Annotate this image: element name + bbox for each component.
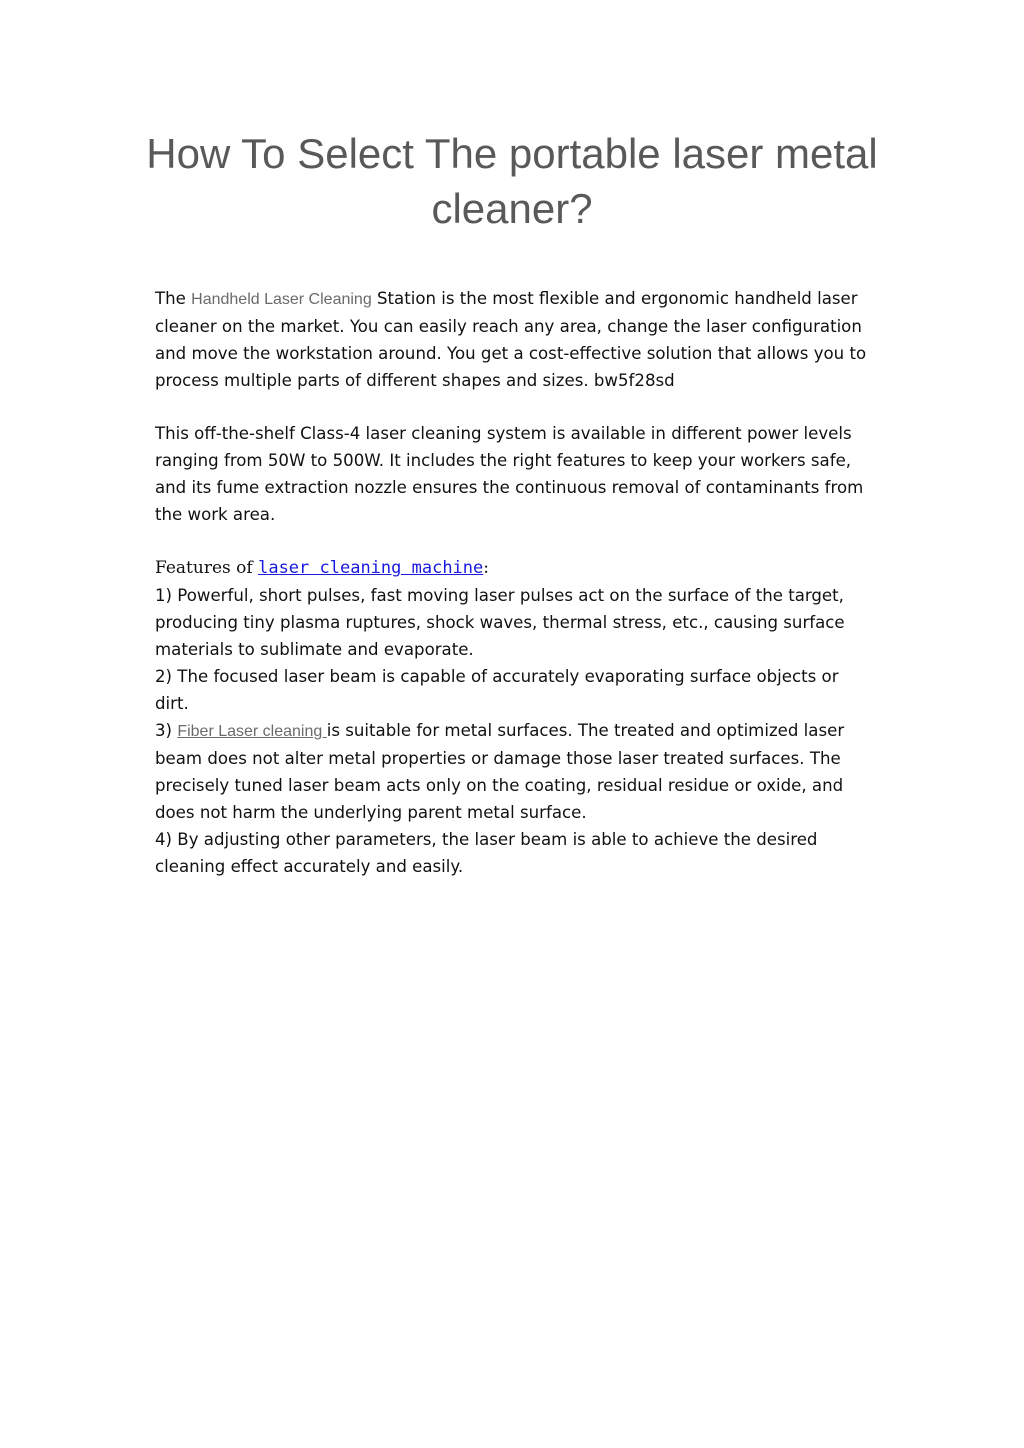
- features-heading: [155, 554, 875, 582]
- system-paragraph: This off-the-shelf Class-4 laser cleaning system is available in different power levels ranging from 50W to 500W. It includes the right features to keep your workers safe, and its fume extraction nozzle ensures the continuous removal of contaminants from the work area.: [155, 424, 864, 524]
- laser-cleaning-machine-link[interactable]: laser cleaning machine: [258, 558, 484, 578]
- intro-rest: Station is the most flexible and ergonomic handheld laser cleaner on the market. You can easily reach any area, change the laser configuration and move the workstation around. You get a cost-effective solution that allows you to process multiple parts of different shapes and sizes. bw5f28sd: [155, 289, 867, 390]
- title-line-1: How To Select The portable laser metal: [146, 130, 878, 177]
- features-heading-prefix: Features of: [155, 558, 259, 578]
- feature-item-1: 1) Powerful, short pulses, fast moving laser pulses act on the surface of the target, producing tiny plasma ruptures, shock waves, thermal stress, etc., causing surface materials to sublimate and evaporate.: [155, 586, 845, 659]
- feature-item-2: 2) The focused laser beam is capable of accurately evaporating surface objects or dirt.: [155, 667, 839, 713]
- feature-item-3-rest: is suitable for metal surfaces. The treated and optimized laser beam does not alter metal properties or damage those laser treated surfaces. The precisely tuned laser beam acts only on the coating, residual residue or oxide, and does not harm the underlying parent metal surface.: [155, 721, 845, 822]
- feature-item-3: [155, 717, 875, 826]
- intro-prefix: The: [155, 289, 192, 308]
- handheld-laser-cleaning-link[interactable]: Handheld Laser Cleaning: [191, 291, 372, 308]
- fiber-laser-cleaning-link[interactable]: Fiber Laser cleaning: [177, 723, 327, 740]
- page-title: [120, 126, 904, 236]
- features-heading-suffix: :: [483, 558, 489, 578]
- features-section: [155, 554, 875, 880]
- feature-item-4: 4) By adjusting other parameters, the laser beam is able to achieve the desired cleaning effect accurately and easily.: [155, 830, 818, 876]
- intro-paragraph: [155, 285, 875, 394]
- title-line-2: cleaner?: [431, 185, 593, 232]
- feature-item-3-prefix: 3): [155, 721, 178, 740]
